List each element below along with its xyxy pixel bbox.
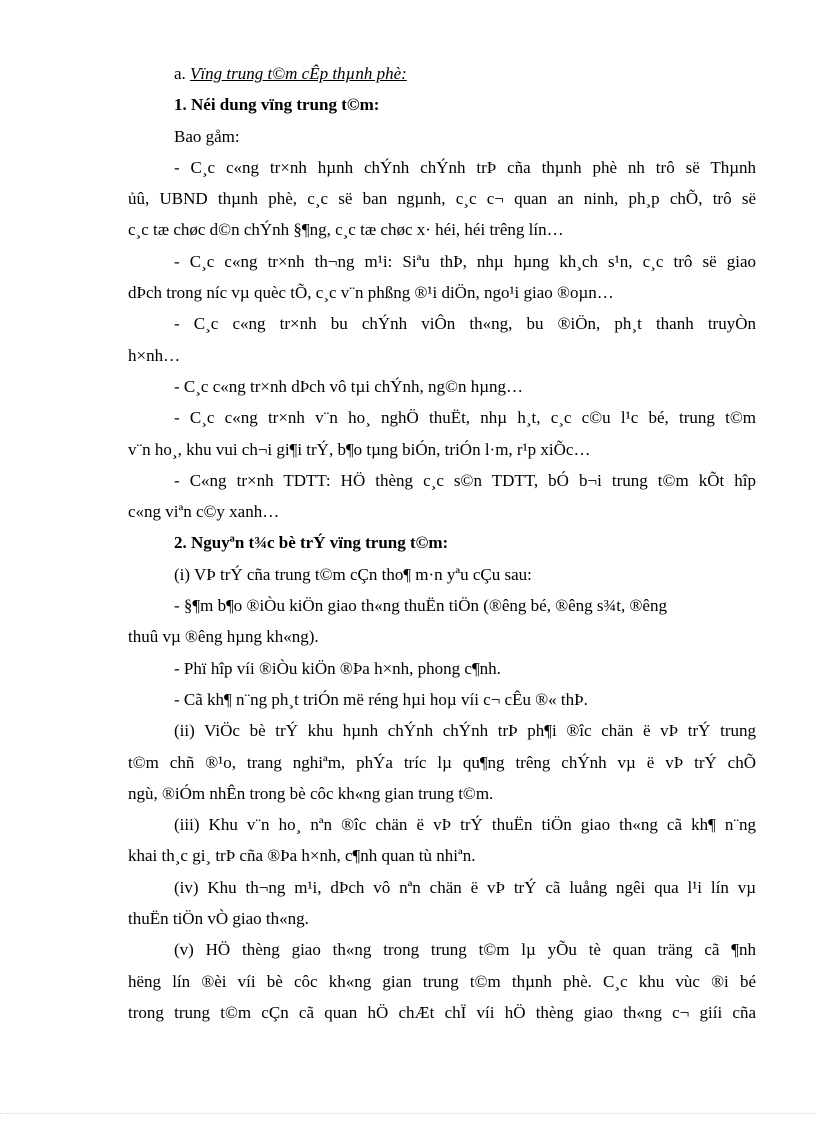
section-a-prefix: a.: [174, 64, 191, 83]
document-page: [128, 58, 756, 1028]
section-a-heading: [128, 58, 756, 89]
paragraph-3-line-2: h×nh…: [128, 345, 181, 365]
paragraph-14-line-1: (v) HÖ thèng giao th«ng trong trung t©m lµ yÕu tè quan träng cã ¶nh: [174, 940, 756, 960]
paragraph-13-line-1: (iv) Khu th¬ng m¹i, dÞch vô nªn chän ë vÞ trÝ cã luång ngêi qua l¹i lín vµ: [174, 877, 756, 897]
paragraph-14-line-3: trong trung t©m cÇn cã quan hÖ chÆt chÏ víi hÖ thèng giao th«ng c¬ giíi cña: [128, 1002, 756, 1022]
paragraph-8-line-1: - §¶m b¶o ®iÒu kiÖn giao th«ng thuËn tiÖn (®êng bé, ®êng s¾t, ®êng: [174, 596, 667, 616]
paragraph-9: - Phï hîp víi ®iÒu kiÖn ®Þa h×nh, phong c¶nh.: [174, 658, 501, 678]
paragraph-12-line-2: khai th¸c gi¸ trÞ cña ®Þa h×nh, c¶nh quan tù nhiªn.: [128, 846, 476, 866]
paragraph-14-line-2: hëng lín ®èi víi bè côc kh«ng gian trung t©m thµnh phè. C¸c khu vùc ®i bé: [128, 971, 756, 991]
paragraph-11-line-3: ngù, ®iÓm nhÊn trong bè côc kh«ng gian trung t©m.: [128, 783, 494, 803]
paragraph-4: - C¸c c«ng tr×nh dÞch vô tµi chÝnh, ng©n hµng…: [174, 376, 523, 396]
page-bottom-divider: [0, 1113, 816, 1114]
paragraph-7: (i) VÞ trÝ cña trung t©m cÇn tho¶ m·n yªu cÇu sau:: [174, 564, 532, 584]
paragraph-11-line-2: t©m chñ ®¹o, trang nghiªm, phÝa tríc lµ qu¶ng trêng chÝnh vµ ë vÞ trÝ chÕ: [128, 752, 756, 772]
paragraph-1-line-1: - C¸c c«ng tr×nh hµnh chÝnh chÝnh trÞ cña thµnh phè nh trô së Thµnh: [174, 157, 756, 177]
paragraph-2-line-2: dÞch trong níc vµ quèc tÕ, c¸c v¨n phßng ®¹i diÖn, ngo¹i giao ®oµn…: [128, 283, 614, 303]
section-a-title: Vïng trung t©m cÊp thµnh phè:: [190, 64, 407, 83]
paragraph-12-line-1: (iii) Khu v¨n ho¸ nªn ®îc chän ë vÞ trÝ thuËn tiÖn giao th«ng cã kh¶ n¨ng: [174, 815, 756, 835]
paragraph-2-line-1: - C¸c c«ng tr×nh th¬ng m¹i: Siªu thÞ, nhµ hµng kh¸ch s¹n, c¸c trô së giao: [174, 251, 756, 271]
paragraph-6-line-2: c«ng viªn c©y xanh…: [128, 502, 280, 522]
paragraph-5-line-2: v¨n ho¸, khu vui ch¬i gi¶i trÝ, b¶o tµng biÓn, triÓn l·m, r¹p xiÕc…: [128, 439, 591, 459]
paragraph-5-line-1: - C¸c c«ng tr×nh v¨n ho¸ nghÖ thuËt, nhµ h¸t, c¸c c©u l¹c bé, trung t©m: [174, 408, 756, 428]
paragraph-1-line-3: c¸c tæ chøc d©n chÝnh §¶ng, c¸c tæ chøc x· héi, héi trêng lín…: [128, 220, 564, 240]
heading-1: 1. Néi dung vïng trung t©m:: [174, 95, 380, 115]
paragraph-10: - Cã kh¶ n¨ng ph¸t triÓn më réng hµi hoµ víi c¬ cÊu ®« thÞ.: [174, 689, 588, 709]
paragraph-6-line-1: - C«ng tr×nh TDTT: HÖ thèng c¸c s©n TDTT, bÓ b¬i trung t©m kÕt hîp: [174, 470, 756, 490]
paragraph-8-line-2: thuû vµ ®êng hµng kh«ng).: [128, 627, 319, 647]
paragraph-13-line-2: thuËn tiÖn vÒ giao th«ng.: [128, 909, 309, 929]
paragraph-11-line-1: (ii) ViÖc bè trÝ khu hµnh chÝnh chÝnh trÞ ph¶i ®îc chän ë vÞ trÝ trung: [174, 721, 756, 741]
line-bao-gom: Bao gåm:: [174, 126, 240, 146]
paragraph-1-line-2: ủû, UBND thµnh phè, c¸c së ban ngµnh, c¸c c¬ quan an ninh, ph¸p chÕ, trô së: [128, 189, 756, 209]
heading-2: 2. Nguyªn t¾c bè trÝ vïng trung t©m:: [174, 533, 449, 553]
paragraph-3-line-1: - C¸c c«ng tr×nh bu chÝnh viÔn th«ng, bu ®iÖn, ph¸t thanh truyÒn: [174, 314, 756, 334]
